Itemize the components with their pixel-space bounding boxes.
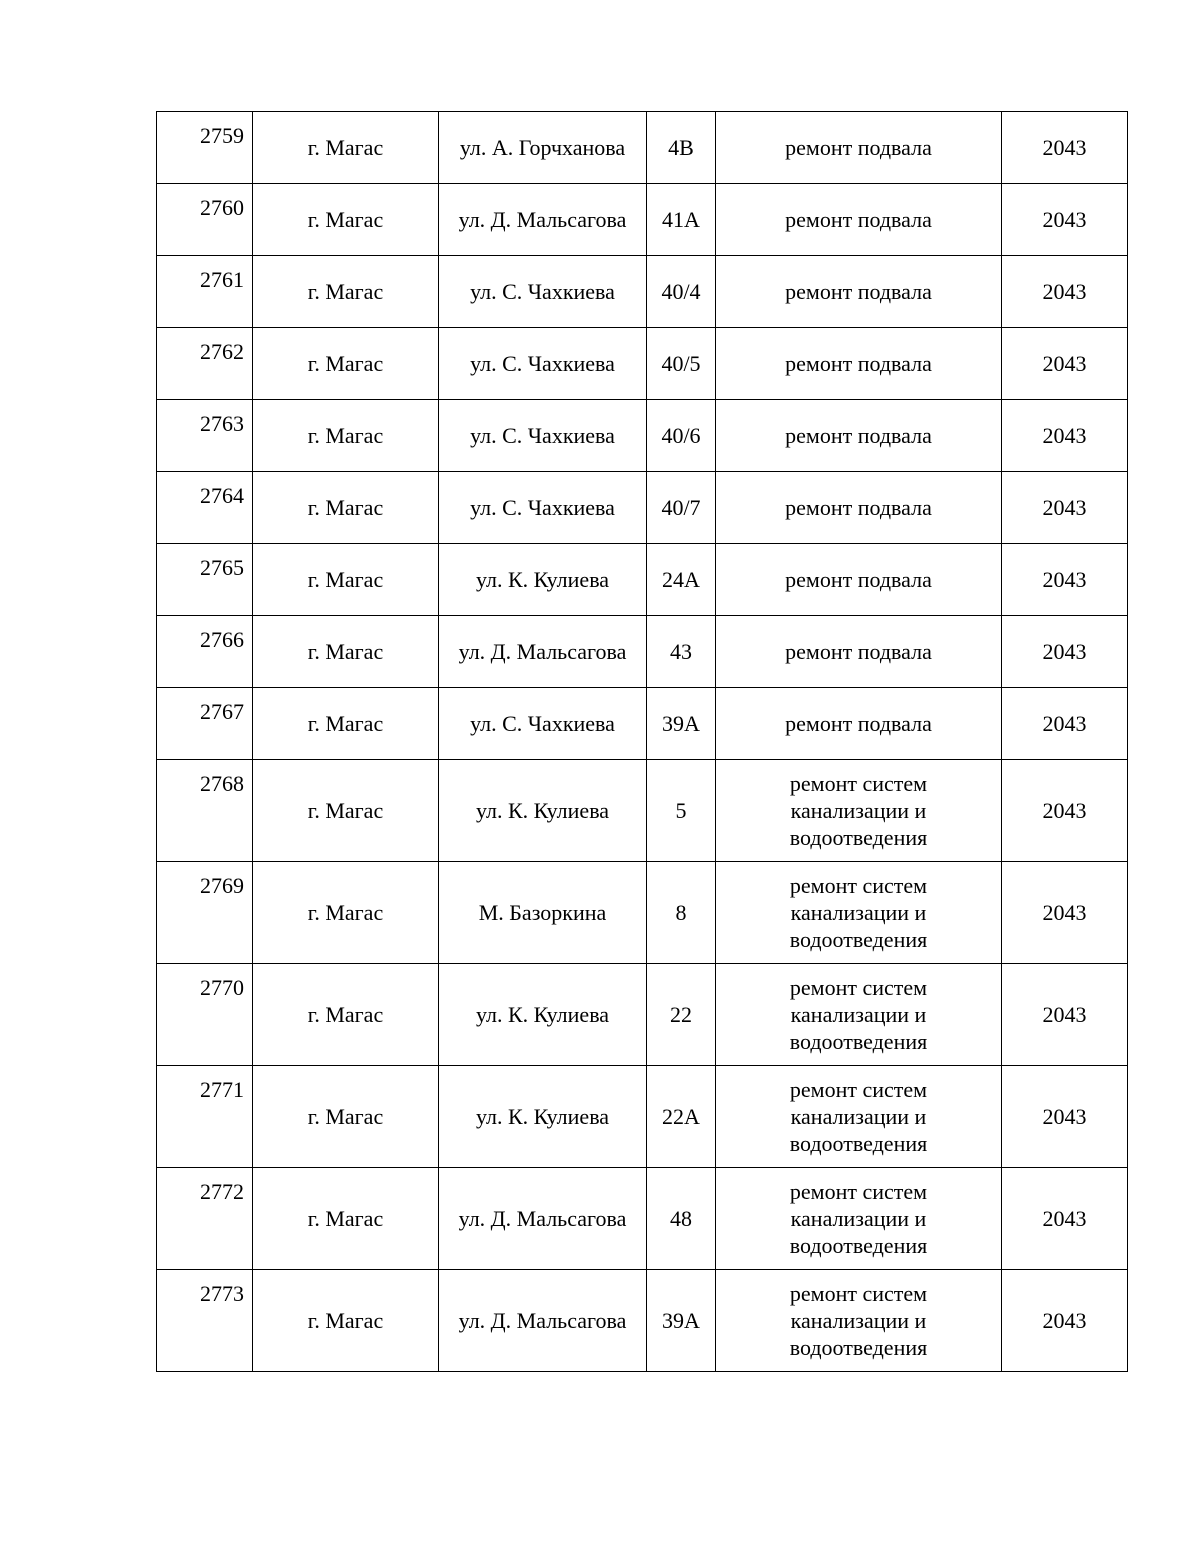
year-cell: 2043	[1002, 1168, 1128, 1270]
city-cell: г. Магас	[253, 1066, 439, 1168]
year-cell: 2043	[1002, 112, 1128, 184]
table-row	[157, 1168, 1128, 1270]
work-type-text: ремонт систем канализации и водоотведения	[789, 771, 928, 850]
row-number-cell: 2769	[157, 862, 253, 964]
house-cell: 39А	[647, 688, 716, 760]
row-number-cell: 2768	[157, 760, 253, 862]
house-cell: 5	[647, 760, 716, 862]
work-type-text: ремонт подвала	[785, 279, 932, 304]
street-cell: ул. С. Чахкиева	[439, 256, 647, 328]
year-cell: 2043	[1002, 862, 1128, 964]
house-cell: 40/7	[647, 472, 716, 544]
work-type-cell	[716, 472, 1002, 544]
work-type-cell	[716, 112, 1002, 184]
work-type-cell	[716, 1168, 1002, 1270]
row-number-cell: 2766	[157, 616, 253, 688]
work-type-text: ремонт систем канализации и водоотведения	[789, 1281, 928, 1360]
city-cell: г. Магас	[253, 400, 439, 472]
work-type-text: ремонт подвала	[785, 135, 932, 160]
work-type-cell	[716, 862, 1002, 964]
city-cell: г. Магас	[253, 1270, 439, 1372]
year-cell: 2043	[1002, 184, 1128, 256]
city-cell: г. Магас	[253, 688, 439, 760]
year-cell: 2043	[1002, 964, 1128, 1066]
work-type-cell	[716, 328, 1002, 400]
city-cell: г. Магас	[253, 112, 439, 184]
row-number-cell: 2767	[157, 688, 253, 760]
table-row	[157, 472, 1128, 544]
work-type-text: ремонт систем канализации и водоотведения	[789, 1179, 928, 1258]
row-number-cell: 2761	[157, 256, 253, 328]
work-type-cell	[716, 1066, 1002, 1168]
house-cell: 24А	[647, 544, 716, 616]
work-type-text: ремонт подвала	[785, 567, 932, 592]
year-cell: 2043	[1002, 1270, 1128, 1372]
row-number-cell: 2760	[157, 184, 253, 256]
work-type-text: ремонт подвала	[785, 711, 932, 736]
work-type-cell	[716, 964, 1002, 1066]
table-row	[157, 112, 1128, 184]
street-cell: ул. Д. Мальсагова	[439, 1270, 647, 1372]
year-cell: 2043	[1002, 472, 1128, 544]
year-cell: 2043	[1002, 400, 1128, 472]
work-type-cell	[716, 760, 1002, 862]
year-cell: 2043	[1002, 1066, 1128, 1168]
work-type-text: ремонт подвала	[785, 351, 932, 376]
year-cell: 2043	[1002, 688, 1128, 760]
street-cell: ул. С. Чахкиева	[439, 472, 647, 544]
house-cell: 40/6	[647, 400, 716, 472]
street-cell: ул. К. Кулиева	[439, 544, 647, 616]
city-cell: г. Магас	[253, 472, 439, 544]
work-type-cell	[716, 544, 1002, 616]
year-cell: 2043	[1002, 760, 1128, 862]
house-cell: 41А	[647, 184, 716, 256]
street-cell: М. Базоркина	[439, 862, 647, 964]
table-row	[157, 688, 1128, 760]
house-cell: 40/5	[647, 328, 716, 400]
house-cell: 4В	[647, 112, 716, 184]
row-number-cell: 2772	[157, 1168, 253, 1270]
street-cell: ул. Д. Мальсагова	[439, 184, 647, 256]
work-type-text: ремонт подвала	[785, 495, 932, 520]
row-number-cell: 2764	[157, 472, 253, 544]
house-cell: 40/4	[647, 256, 716, 328]
year-cell: 2043	[1002, 616, 1128, 688]
street-cell: ул. С. Чахкиева	[439, 400, 647, 472]
city-cell: г. Магас	[253, 544, 439, 616]
year-cell: 2043	[1002, 544, 1128, 616]
work-type-cell	[716, 400, 1002, 472]
table-row	[157, 1066, 1128, 1168]
table-row	[157, 964, 1128, 1066]
city-cell: г. Магас	[253, 862, 439, 964]
work-type-text: ремонт систем канализации и водоотведения	[789, 1077, 928, 1156]
table-row	[157, 862, 1128, 964]
row-number-cell: 2771	[157, 1066, 253, 1168]
city-cell: г. Магас	[253, 760, 439, 862]
street-cell: ул. С. Чахкиева	[439, 328, 647, 400]
city-cell: г. Магас	[253, 616, 439, 688]
table-row	[157, 328, 1128, 400]
house-cell: 48	[647, 1168, 716, 1270]
year-cell: 2043	[1002, 328, 1128, 400]
table-row	[157, 760, 1128, 862]
street-cell: ул. А. Горчханова	[439, 112, 647, 184]
city-cell: г. Магас	[253, 328, 439, 400]
city-cell: г. Магас	[253, 1168, 439, 1270]
house-cell: 39А	[647, 1270, 716, 1372]
house-cell: 43	[647, 616, 716, 688]
row-number-cell: 2773	[157, 1270, 253, 1372]
street-cell: ул. Д. Мальсагова	[439, 1168, 647, 1270]
street-cell: ул. К. Кулиева	[439, 1066, 647, 1168]
work-type-text: ремонт систем канализации и водоотведения	[789, 873, 928, 952]
city-cell: г. Магас	[253, 184, 439, 256]
street-cell: ул. К. Кулиева	[439, 760, 647, 862]
city-cell: г. Магас	[253, 964, 439, 1066]
work-type-text: ремонт систем канализации и водоотведения	[789, 975, 928, 1054]
work-type-text: ремонт подвала	[785, 639, 932, 664]
row-number-cell: 2759	[157, 112, 253, 184]
table-row	[157, 1270, 1128, 1372]
table-row	[157, 400, 1128, 472]
table-row	[157, 184, 1128, 256]
table-body	[157, 112, 1128, 1372]
street-cell: ул. К. Кулиева	[439, 964, 647, 1066]
table-row	[157, 616, 1128, 688]
house-cell: 8	[647, 862, 716, 964]
row-number-cell: 2770	[157, 964, 253, 1066]
street-cell: ул. Д. Мальсагова	[439, 616, 647, 688]
street-cell: ул. С. Чахкиева	[439, 688, 647, 760]
house-cell: 22	[647, 964, 716, 1066]
repair-schedule-table	[156, 111, 1128, 1372]
table-row	[157, 544, 1128, 616]
house-cell: 22А	[647, 1066, 716, 1168]
work-type-cell	[716, 688, 1002, 760]
work-type-cell	[716, 184, 1002, 256]
row-number-cell: 2763	[157, 400, 253, 472]
work-type-cell	[716, 256, 1002, 328]
work-type-cell	[716, 616, 1002, 688]
work-type-cell	[716, 1270, 1002, 1372]
year-cell: 2043	[1002, 256, 1128, 328]
work-type-text: ремонт подвала	[785, 423, 932, 448]
city-cell: г. Магас	[253, 256, 439, 328]
table-row	[157, 256, 1128, 328]
row-number-cell: 2765	[157, 544, 253, 616]
row-number-cell: 2762	[157, 328, 253, 400]
work-type-text: ремонт подвала	[785, 207, 932, 232]
